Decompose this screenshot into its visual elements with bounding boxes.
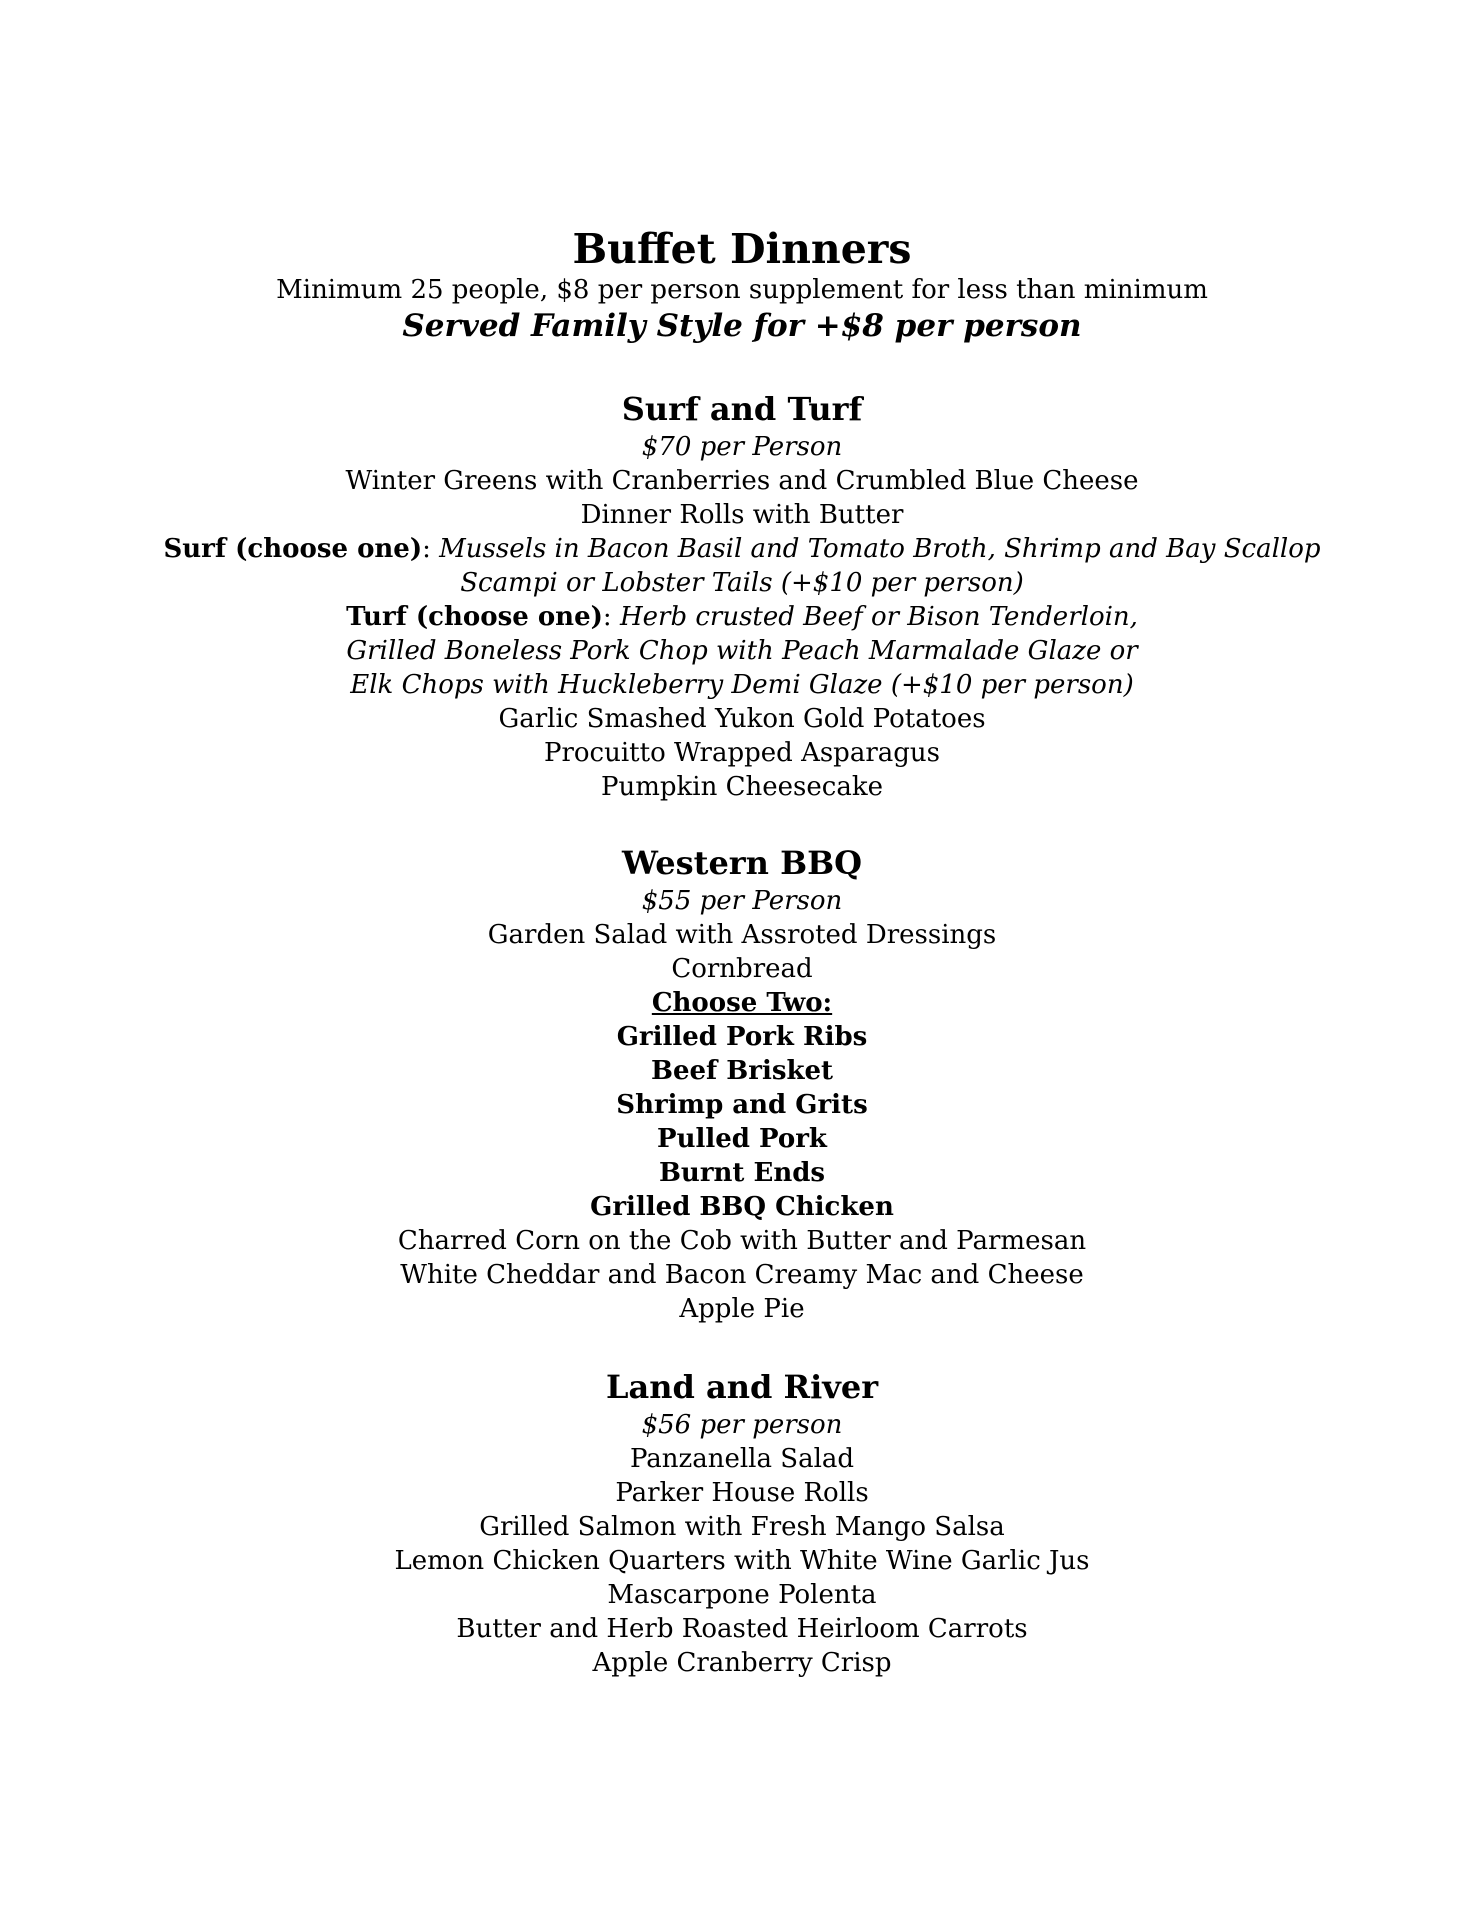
bbq-choice: Beef Brisket [650,1056,834,1086]
section-price: $56 per person [641,1410,843,1440]
menu-item: Parker House Rolls [615,1478,869,1508]
menu-item: Grilled Salmon with Fresh Mango Salsa [479,1512,1005,1542]
turf-options: Herb crusted Beef or Bison Tenderloin, [611,602,1138,632]
menu-item: Procuitto Wrapped Asparagus [543,738,940,768]
choose-two-label: Choose Two: [651,988,833,1018]
menu-item: Pumpkin Cheesecake [601,772,883,802]
turf-colon: : [602,602,612,632]
surf-label: Surf (choose one) [163,534,423,564]
menu-item: Mascarpone Polenta [607,1580,877,1610]
turf-options-continued: Grilled Boneless Pork Chop with Peach Marmalade Glaze or [346,636,1138,666]
section-price: $55 per Person [641,886,843,916]
menu-item: Garden Salad with Assroted Dressings [487,920,997,950]
page-title: Buffet Dinners [572,225,912,273]
bbq-choice: Grilled Pork Ribs [616,1022,868,1052]
family-style-note: Served Family Style for +$8 per person [402,308,1082,344]
bbq-choice: Shrimp and Grits [616,1090,868,1120]
minimum-note: Minimum 25 people, $8 per person supplement for less than minimum [276,275,1208,305]
menu-item: Apple Cranberry Crisp [592,1648,892,1678]
turf-options-line [0,600,1484,634]
menu-item: Garlic Smashed Yukon Gold Potatoes [498,704,986,734]
surf-options: Mussels in Bacon Basil and Tomato Broth, Shrimp and Bay Scallop [430,534,1321,564]
menu-item: Panzanella Salad [629,1444,855,1474]
menu-item: White Cheddar and Bacon Creamy Mac and Cheese [400,1260,1084,1290]
section-title: Land and River [605,1368,879,1406]
bbq-choice: Grilled BBQ Chicken [590,1192,894,1222]
section-title: Surf and Turf [621,390,863,428]
surf-options-line [0,532,1484,566]
section-title: Western BBQ [621,844,863,882]
menu-item: Butter and Herb Roasted Heirloom Carrots [456,1614,1028,1644]
bbq-choice: Pulled Pork [657,1124,827,1154]
surf-options-continued: Scampi or Lobster Tails (+$10 per person) [460,568,1024,598]
section-surf-and-turf [0,388,1484,804]
menu-header [0,225,1484,345]
menu-item: Charred Corn on the Cob with Butter and Parmesan [397,1226,1087,1256]
section-price: $70 per Person [641,432,843,462]
turf-options-continued: Elk Chops with Huckleberry Demi Glaze (+$10 per person) [350,670,1134,700]
turf-label: Turf (choose one) [346,602,603,632]
surf-colon: : [422,534,431,564]
menu-item: Cornbread [671,954,813,984]
menu-item: Dinner Rolls with Butter [580,500,904,530]
bbq-choice: Burnt Ends [658,1158,826,1188]
section-western-bbq [0,842,1484,1326]
section-land-and-river [0,1366,1484,1680]
menu-item: Lemon Chicken Quarters with White Wine Garlic Jus [394,1546,1090,1576]
menu-item: Winter Greens with Cranberries and Crumbled Blue Cheese [345,466,1139,496]
menu-item: Apple Pie [679,1294,805,1324]
